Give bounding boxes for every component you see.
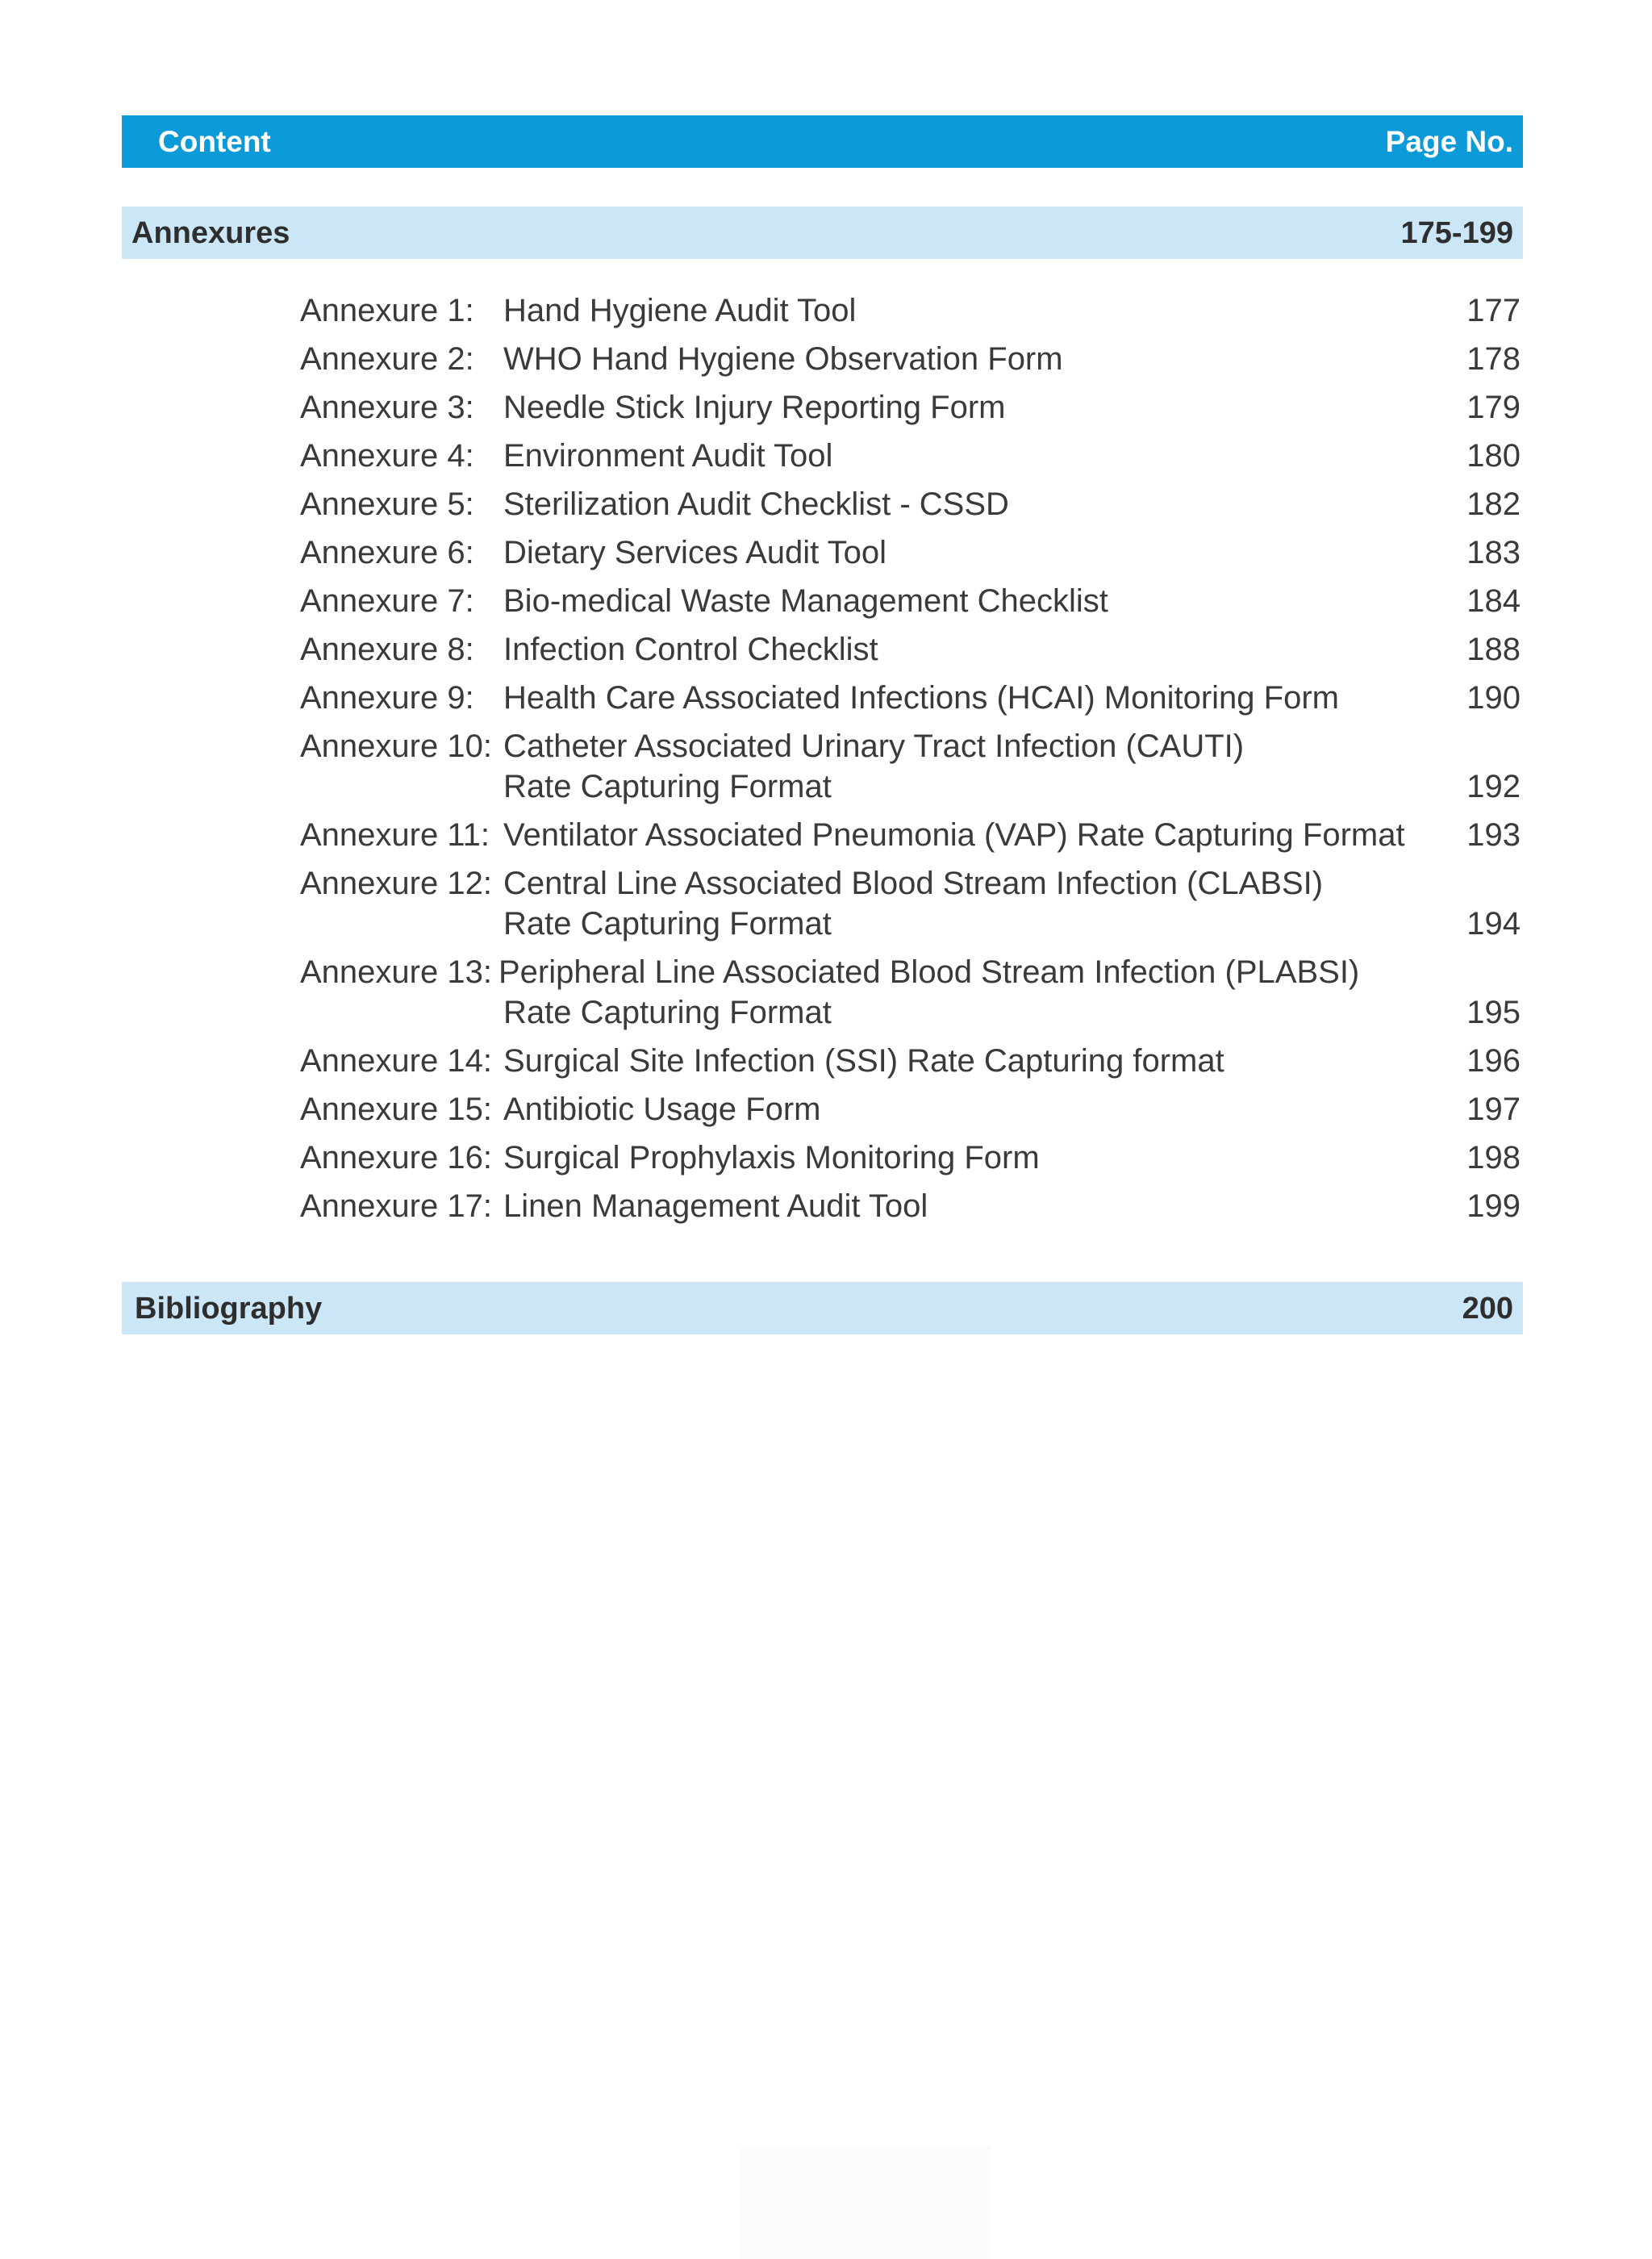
entry-title: Health Care Associated Infections (HCAI) Monitoring Form [503, 680, 1339, 716]
entry-number: Annexure 15: [300, 1092, 492, 1127]
entry-page: 190 [1466, 680, 1521, 716]
entry-title: Antibiotic Usage Form [503, 1092, 821, 1127]
entry-title: WHO Hand Hygiene Observation Form [503, 341, 1063, 377]
entry-title: Hand Hygiene Audit Tool [503, 293, 857, 328]
entry-page: 192 [1466, 769, 1521, 804]
entry-number: Annexure 10: [300, 729, 492, 764]
entry-page: 194 [1466, 906, 1521, 942]
entry-page: 199 [1466, 1188, 1521, 1224]
section-page-range: 175-199 [1400, 216, 1513, 250]
entry-page: 196 [1466, 1043, 1521, 1079]
entry-title: Catheter Associated Urinary Tract Infection (CAUTI) [503, 729, 1245, 764]
entry-page: 195 [1466, 995, 1521, 1030]
entry-title: Infection Control Checklist [503, 632, 878, 667]
page-number-column-label: Page No. [1385, 125, 1513, 158]
entry-title: Environment Audit Tool [503, 438, 833, 474]
entry-title: Surgical Prophylaxis Monitoring Form [503, 1140, 1040, 1175]
entry-number: Annexure 16: [300, 1140, 492, 1175]
entry-title: Surgical Site Infection (SSI) Rate Capturing format [503, 1043, 1224, 1079]
entry-number: Annexure 1: [300, 293, 474, 328]
section-page-number: 200 [1462, 1292, 1513, 1326]
entry-title: Needle Stick Injury Reporting Form [503, 390, 1006, 425]
entry-number: Annexure 4: [300, 438, 474, 474]
entry-title: Central Line Associated Blood Stream Infection (CLABSI) [503, 866, 1324, 901]
entry-page: 184 [1466, 583, 1521, 619]
entry-page: 197 [1466, 1092, 1521, 1127]
content-column-label: Content [158, 125, 271, 158]
entry-title-continuation: Rate Capturing Format [503, 906, 832, 942]
entry-number: Annexure 11: [300, 817, 490, 853]
entry-title: Bio-medical Waste Management Checklist [503, 583, 1108, 619]
entry-page: 179 [1466, 390, 1521, 425]
page-bottom-tab [740, 2146, 991, 2259]
entry-title: Sterilization Audit Checklist - CSSD [503, 486, 1009, 522]
entry-number: Annexure 7: [300, 583, 474, 619]
entry-number: Annexure 17: [300, 1188, 492, 1224]
entry-title-continuation: Rate Capturing Format [503, 995, 832, 1030]
section-title: Bibliography [135, 1292, 323, 1326]
section-title: Annexures [131, 216, 290, 250]
entry-title: Linen Management Audit Tool [503, 1188, 928, 1224]
entry-number: Annexure 6: [300, 535, 474, 570]
entry-title: Ventilator Associated Pneumonia (VAP) Rate Capturing Format [503, 817, 1405, 853]
entry-number: Annexure 5: [300, 486, 474, 522]
entry-page: 182 [1466, 486, 1521, 522]
entry-number: Annexure 3: [300, 390, 474, 425]
entry-title: Dietary Services Audit Tool [503, 535, 887, 570]
entry-title: Peripheral Line Associated Blood Stream Infection (PLABSI) [499, 954, 1360, 990]
entry-number: Annexure 14: [300, 1043, 492, 1079]
entry-page: 183 [1466, 535, 1521, 570]
entry-number: Annexure 13: [300, 954, 492, 990]
entry-title-continuation: Rate Capturing Format [503, 769, 832, 804]
entry-page: 198 [1466, 1140, 1521, 1175]
entry-page: 188 [1466, 632, 1521, 667]
bibliography-section-bar[interactable] [122, 1282, 1523, 1334]
entry-number: Annexure 8: [300, 632, 474, 667]
entry-number: Annexure 2: [300, 341, 474, 377]
entry-page: 178 [1466, 341, 1521, 377]
entry-page: 180 [1466, 438, 1521, 474]
entry-page: 177 [1466, 293, 1521, 328]
entry-number: Annexure 12: [300, 866, 492, 901]
entry-page: 193 [1466, 817, 1521, 853]
entry-number: Annexure 9: [300, 680, 474, 716]
